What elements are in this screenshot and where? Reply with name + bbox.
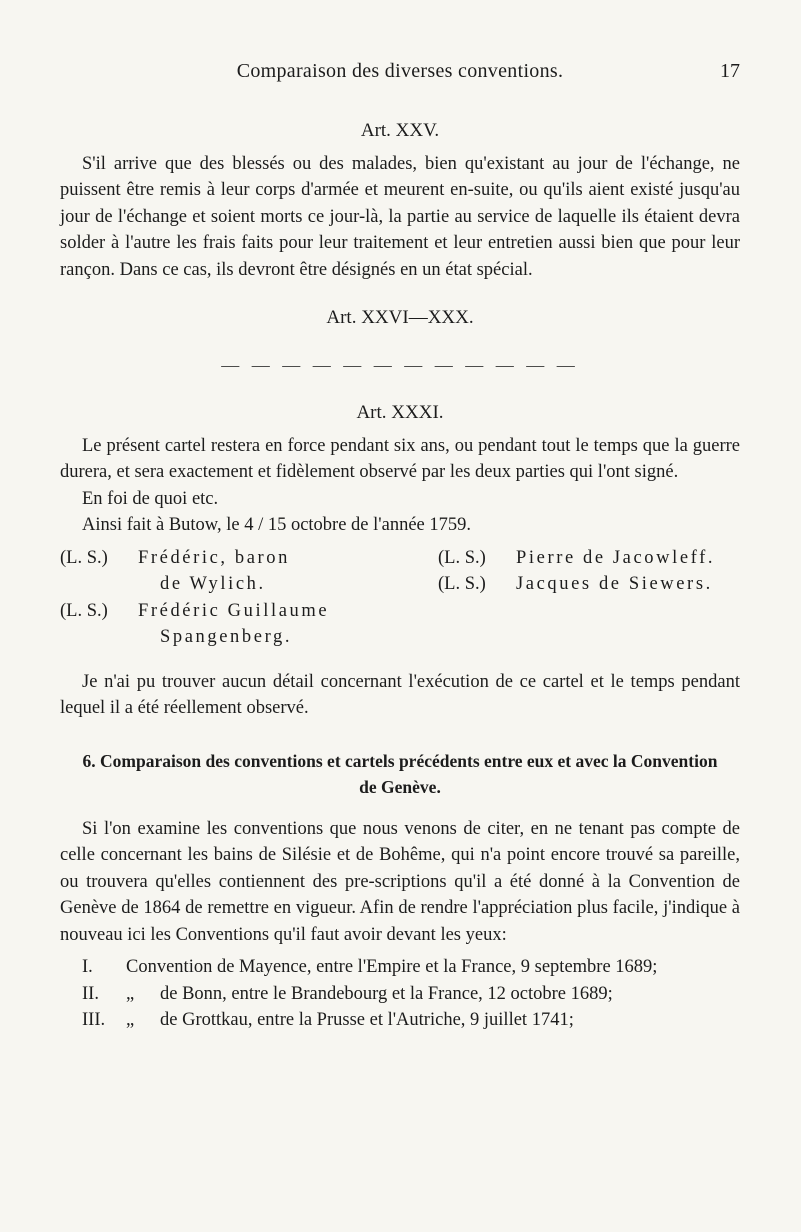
list-item-ditto: „: [126, 1010, 135, 1030]
list-item: [60, 954, 740, 981]
signature-seal: (L. S.): [438, 547, 486, 568]
signature-seal: (L. S.): [60, 547, 108, 568]
article-31-foi: En foi de quoi etc.: [82, 488, 219, 509]
article-31-text: Le présent cartel restera en force pendant six ans, ou pendant tout le temps que la guerre durera, et sera exactement et fidèlement observé par les deux parties qui l'ont signé.: [60, 435, 740, 482]
list-item-number: III.: [82, 1010, 106, 1030]
page-number: 17: [720, 60, 740, 82]
omission-dashes: — — — — — — — — — — — —: [221, 354, 579, 375]
page-body: [60, 118, 740, 1034]
signature-name-cont: Spangenberg.: [160, 626, 293, 647]
page-header: [60, 60, 740, 94]
list-item: [60, 1007, 740, 1034]
list-item-number: II.: [82, 983, 99, 1004]
signature-name: Pierre de Jacowleff.: [516, 547, 716, 568]
execution-note: Je n'ai pu trouver aucun détail concernant l'exécution de ce cartel et le temps pendant lequel il a été réellement observé.: [60, 671, 740, 718]
list-item-text: Convention de Mayence, entre l'Empire et la France, 9 septembre 1689;: [126, 957, 658, 977]
signature-name: Frédéric Guillaume: [138, 600, 330, 621]
signature-name-cont: de Wylich.: [160, 573, 266, 594]
signature-name: Jacques de Siewers.: [516, 573, 713, 594]
signature-seal: (L. S.): [438, 573, 486, 594]
article-31-ainsi: Ainsi fait à Butow, le 4 / 15 octobre de l'année 1759.: [82, 515, 471, 535]
list-item-number: I.: [82, 957, 93, 977]
list-item-ditto: „: [126, 983, 135, 1004]
section-6-title: 6. Comparaison des conventions et cartels précédents entre eux et avec la Convention de Genève.: [82, 750, 718, 797]
convention-list: [60, 954, 740, 1034]
section-6-text: Si l'on examine les conventions que nous venons de citer, en ne tenant pas compte de celle concernant les bains de Silésie et de Bohême, qui n'a point encore trouvé sa pareille, ou trouvera qu'elles contiennent des pre-scriptions qu'il a été donné à la Convention de Genève de 1864 de remettre en vigueur. Afin de rendre l'appréciation plus facile, j'indique à nouveau ici les Conventions qu'il faut avoir devant les yeux:: [60, 818, 740, 945]
article-25-text: S'il arrive que des blessés ou des malades, bien qu'existant au jour de l'échange, ne puissent être remis à leur corps d'armée et meurent en-suite, ou qu'ils aient existé jusqu'au jour de l'échange et soient morts ce jour-là, la partie au service de laquelle ils étaient devra solder à l'autre les frais faits pour leur traitement et leur entretien aussi bien que pour leur rançon. Dans ce cas, ils devront être désignés en un état spécial.: [60, 153, 740, 280]
article-25-heading: Art. XXV.: [360, 120, 440, 141]
signature-name: Frédéric, baron: [138, 547, 291, 568]
running-title: Comparaison des diverses conventions.: [236, 60, 564, 82]
list-item-text: de Bonn, entre le Brandebourg et la France, 12 octobre 1689;: [160, 983, 613, 1004]
list-item: [60, 981, 740, 1008]
article-31-heading: Art. XXXI.: [356, 402, 444, 423]
list-item-text: de Grottkau, entre la Prusse et l'Autriche, 9 juillet 1741;: [160, 1010, 574, 1030]
article-26-30-heading: Art. XXVI—XXX.: [326, 307, 474, 328]
signatures: [60, 545, 740, 655]
signature-seal: (L. S.): [60, 600, 108, 621]
